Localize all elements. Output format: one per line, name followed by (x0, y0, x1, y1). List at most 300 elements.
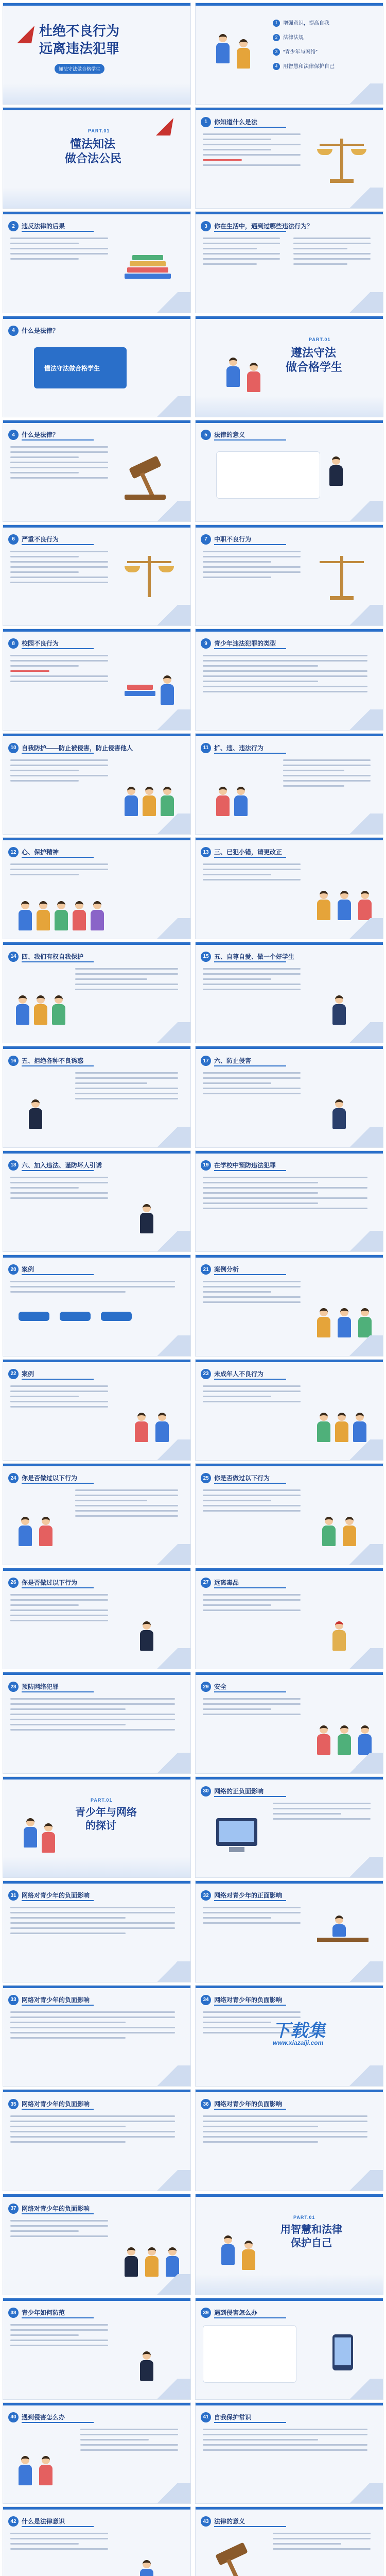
desk-illustration (312, 1907, 374, 1963)
corner-decoration (337, 1857, 383, 1877)
corner-decoration (337, 1335, 383, 1356)
title-underline (214, 753, 286, 754)
slide-number: 42 (8, 2516, 19, 2527)
text-block (10, 2011, 175, 2042)
top-bar (196, 212, 383, 214)
slide-37[interactable] (3, 2194, 191, 2296)
slide-title: 遇到侵害怎么办 (214, 2309, 258, 2316)
slide-3[interactable] (195, 211, 383, 313)
case-tag (60, 1312, 91, 1321)
slide-title: 五、自尊自爱、做一个好学生 (214, 953, 295, 960)
slide-title: 心、保护精神 (22, 849, 59, 856)
slide-21[interactable] (195, 1255, 383, 1357)
slide-16[interactable] (3, 1046, 191, 1148)
title-underline (214, 2526, 286, 2527)
text-block (203, 1072, 301, 1098)
slide-cover[interactable] (3, 3, 191, 105)
slide-title: 青少年违法犯罪的类型 (214, 640, 276, 647)
case-tag (19, 1312, 49, 1321)
judge-illustration (119, 1594, 181, 1651)
slide-title: 你是否做过以下行为 (214, 1475, 270, 1482)
slide-number: 11 (201, 743, 211, 753)
student-illustration (206, 759, 268, 816)
corner-decoration (144, 1335, 190, 1356)
corner-decoration (144, 1961, 190, 1982)
top-bar (196, 1046, 383, 1049)
text-block (203, 2115, 367, 2146)
corner-decoration (144, 2379, 190, 2399)
corner-decoration (337, 188, 383, 208)
books-illustration (119, 655, 181, 711)
slide-26[interactable] (3, 1568, 191, 1670)
top-bar (3, 1986, 190, 1988)
text-block (203, 551, 301, 582)
slide-title: 法律的意义 (214, 2518, 245, 2525)
title-underline (214, 1379, 286, 1380)
slide-number: 16 (8, 1056, 19, 1066)
section-title-2: 做合格学生 (286, 360, 343, 374)
slide-13[interactable] (195, 837, 383, 939)
slide-7[interactable] (195, 524, 383, 626)
slide-number: 40 (8, 2412, 19, 2422)
top-bar (3, 108, 190, 110)
slide-title: 你是否做过以下行为 (22, 1475, 78, 1482)
slide-title: 安全 (214, 1683, 227, 1690)
police-illustration (119, 2324, 181, 2381)
slide-title: 六、加入违法、谨防坏人引诱 (22, 1161, 102, 1169)
top-bar (3, 420, 190, 423)
corner-decoration (144, 1022, 190, 1043)
slide-number: 24 (8, 1473, 19, 1483)
corner-decoration (144, 1231, 190, 1251)
top-bar (196, 2194, 383, 2197)
slide-title: 你知道什么是法 (214, 118, 258, 126)
slide-s3[interactable] (3, 1776, 191, 1878)
family-illustration (312, 1281, 374, 1337)
cover-title-2: 远离违法犯罪 (39, 41, 120, 56)
slide-14[interactable] (3, 942, 191, 1044)
section-title-2: 保护自己 (291, 2237, 332, 2249)
slide-40[interactable] (3, 2402, 191, 2504)
part-label: PART.01 (293, 2214, 315, 2220)
slide-s2[interactable] (195, 316, 383, 418)
top-bar (3, 2298, 190, 2301)
text-block (75, 968, 178, 994)
text-block (10, 2324, 108, 2350)
slide-title: 青少年如何防范 (22, 2309, 65, 2316)
top-bar (196, 1568, 383, 1571)
cover-title-1: 杜绝不良行为 (39, 23, 120, 39)
corner-decoration (337, 1753, 383, 1773)
slide-18[interactable] (3, 1150, 191, 1252)
slide-19[interactable] (195, 1150, 383, 1252)
scale-illustration (312, 133, 374, 190)
slide-number: 5 (201, 430, 211, 440)
slide-s4[interactable] (195, 2194, 383, 2296)
top-bar (3, 942, 190, 945)
corner-decoration (337, 1544, 383, 1565)
slide-number: 43 (201, 2516, 211, 2527)
slide-28[interactable] (3, 1672, 191, 1774)
slide-34[interactable] (195, 1985, 383, 2087)
corner-decoration (337, 918, 383, 939)
corner-decoration (337, 605, 383, 625)
corner-decoration (144, 292, 190, 313)
corner-decoration (144, 709, 190, 730)
corner-decoration (337, 1961, 383, 1982)
text-block (10, 1177, 108, 1202)
slide-number: 34 (201, 1995, 211, 2005)
slide-number: 18 (8, 1160, 19, 1171)
slide-number: 7 (201, 534, 211, 545)
slide-15[interactable] (195, 942, 383, 1044)
corner-decoration (144, 1753, 190, 1773)
slide-31[interactable] (3, 1880, 191, 1982)
corner-decoration (337, 1127, 383, 1147)
title-underline (22, 231, 94, 232)
kids-illustration (312, 1698, 374, 1755)
text-block (203, 1489, 301, 1515)
text-block (283, 759, 371, 790)
corner-decoration (144, 2170, 190, 2191)
title-underline (214, 648, 286, 649)
section-title-1: 遵法守法 (291, 346, 337, 359)
slide-title: 你在生活中，遇到过哪些违法行为？ (214, 223, 313, 230)
corner-decoration (144, 605, 190, 625)
books-illustration (119, 238, 181, 294)
slide-41[interactable] (195, 2402, 383, 2504)
section-title-1: 懂法知法 (70, 137, 116, 150)
slide-35[interactable] (3, 2089, 191, 2191)
title-underline (214, 127, 286, 128)
slide-title: 你是否做过以下行为 (22, 1579, 78, 1586)
wave-decoration (3, 83, 190, 104)
top-bar (196, 3, 383, 6)
slide-title: 什么是法律？ (22, 327, 59, 334)
slide-number: 4 (8, 326, 19, 336)
officer-illustration (119, 1177, 181, 1233)
top-bar (196, 1672, 383, 1675)
class-illustration (312, 1385, 374, 1442)
slide-38[interactable] (3, 2298, 191, 2400)
slide-32[interactable] (195, 1880, 383, 1982)
slide-number: 33 (8, 1995, 19, 2005)
slide-title: 六、防止侵害 (214, 1057, 252, 1064)
watermark-brand: 下载集 (273, 2021, 325, 2041)
title-underline (214, 439, 286, 440)
students-illustration (13, 968, 70, 1025)
title-underline (22, 1691, 94, 1692)
toc-dot: 2 (273, 34, 280, 41)
section-title-2: 的探讨 (85, 1820, 116, 1832)
slide-number: 36 (201, 2099, 211, 2109)
cover-pill: 懂法守法做合格学生 (55, 64, 104, 74)
top-bar (3, 2507, 190, 2510)
top-bar (196, 629, 383, 632)
student-illustration (119, 2533, 181, 2576)
slide-title: 案例 (22, 1266, 34, 1273)
toc-item-4[interactable]: 4 用智慧和法律保护自己 (273, 62, 335, 70)
text-block (203, 1594, 301, 1615)
slide-number: 2 (8, 221, 19, 231)
top-bar (3, 2403, 190, 2405)
slide-number: 30 (201, 1786, 211, 1797)
slide-title: 案例 (22, 1370, 34, 1378)
title-underline (214, 2422, 286, 2423)
slide-number: 15 (201, 952, 211, 962)
slide-number: 10 (8, 743, 19, 753)
slide-title: 什么是法律意识 (22, 2518, 65, 2525)
title-underline (22, 2005, 94, 2006)
slide-title: 五、拒绝各种不良诱惑 (22, 1057, 84, 1064)
top-bar (3, 2090, 190, 2092)
top-bar (3, 734, 190, 736)
title-underline (214, 1483, 286, 1484)
case-tag (101, 1312, 132, 1321)
slide-24[interactable] (3, 1463, 191, 1565)
title-underline (22, 2526, 94, 2527)
title-underline (22, 1379, 94, 1380)
slide-number: 23 (201, 1369, 211, 1379)
slide-number: 17 (201, 1056, 211, 1066)
text-block (273, 1803, 371, 1823)
slide-number: 14 (8, 952, 19, 962)
student-illustration (119, 1385, 181, 1442)
slide-12[interactable] (3, 837, 191, 939)
slide-11[interactable] (195, 733, 383, 835)
top-bar (196, 1881, 383, 1884)
top-bar (196, 420, 383, 423)
toc-dot: 4 (273, 63, 280, 70)
title-underline (22, 544, 94, 545)
slide-8[interactable] (3, 629, 191, 731)
title-underline (214, 1796, 286, 1797)
slide-number: 28 (8, 1682, 19, 1692)
text-block-right (293, 238, 371, 268)
text-block (10, 655, 108, 686)
slide-23[interactable] (195, 1359, 383, 1461)
slide-title: 预防网络犯罪 (22, 1683, 59, 1690)
slide-title: 网络对青少年的正面影响 (214, 1892, 283, 1899)
officer-illustration (312, 1072, 374, 1129)
slide-number: 4 (8, 430, 19, 440)
top-bar (3, 1360, 190, 1362)
corner-decoration (144, 814, 190, 834)
slide-30[interactable] (195, 1776, 383, 1878)
wave-decoration (3, 1857, 190, 1877)
corner-decoration (337, 709, 383, 730)
text-block (10, 1698, 175, 1734)
title-underline (22, 2213, 94, 2214)
title-underline (22, 857, 94, 858)
slide-25[interactable] (195, 1463, 383, 1565)
toc-item-3[interactable]: 3 “青少年与网络” (273, 47, 318, 56)
title-underline (22, 648, 94, 649)
top-bar (3, 1255, 190, 1258)
wave-decoration (3, 188, 190, 208)
corner-decoration (144, 1127, 190, 1147)
slide-number: 39 (201, 2308, 211, 2318)
title-underline (214, 857, 286, 858)
playground-illustration (312, 1489, 374, 1546)
corner-decoration (144, 2274, 190, 2295)
top-bar (3, 629, 190, 632)
text-block (203, 1907, 301, 1927)
title-underline (214, 2005, 286, 2006)
corner-decoration (337, 83, 383, 104)
text-block (203, 863, 301, 884)
slide-title: 严重不良行为 (22, 535, 59, 543)
title-underline (214, 1170, 286, 1171)
toc-item-1[interactable]: 1 增强意识，提高自我 (273, 19, 329, 27)
slide-36[interactable] (195, 2089, 383, 2191)
top-bar (196, 1464, 383, 1466)
top-bar (3, 1568, 190, 1571)
slide-33[interactable] (3, 1985, 191, 2087)
slide-2[interactable] (3, 211, 191, 313)
title-underline (214, 1274, 286, 1275)
text-block (10, 2115, 175, 2146)
title-underline (214, 2109, 286, 2110)
scale-illustration (119, 551, 181, 607)
top-bar (196, 2403, 383, 2405)
slide-title: 未成年人不良行为 (214, 1370, 264, 1378)
top-bar (196, 525, 383, 528)
wave-decoration (196, 2274, 383, 2295)
text-block (203, 1385, 301, 1406)
slide-title: 违反法律的后果 (22, 223, 65, 230)
law-card (216, 451, 320, 499)
corner-decoration (337, 2065, 383, 2086)
corner-decoration (337, 1439, 383, 1460)
quote-text: 懂法守法做合格学生 (44, 364, 100, 372)
title-underline (22, 753, 94, 754)
slide-title: 远离毒品 (214, 1579, 239, 1586)
slide-number: 19 (201, 1160, 211, 1171)
top-bar (3, 525, 190, 528)
slide-1[interactable] (195, 107, 383, 209)
top-bar (3, 838, 190, 840)
gavel-illustration (206, 2533, 268, 2576)
title-underline (22, 961, 94, 962)
wave-decoration (196, 396, 383, 417)
text-block (10, 446, 108, 482)
slide-number: 37 (8, 2204, 19, 2214)
top-bar (3, 1881, 190, 1884)
slide-title: 遇到侵害怎么办 (22, 2413, 65, 2421)
gavel-illustration (119, 446, 181, 503)
slide-title: 自我保护常识 (214, 2413, 252, 2421)
character-illustration (312, 1594, 374, 1651)
flag-icon (17, 26, 34, 43)
slide-number: 13 (201, 847, 211, 857)
text-block (10, 1385, 108, 1411)
slide-number: 27 (201, 1578, 211, 1588)
corner-decoration (144, 1439, 190, 1460)
slide-27[interactable] (195, 1568, 383, 1670)
slide-grid (3, 3, 383, 2576)
corner-decoration (337, 814, 383, 834)
title-underline (214, 1900, 286, 1901)
top-bar (3, 3, 190, 6)
top-bar (196, 1255, 383, 1258)
slide-20[interactable] (3, 1255, 191, 1357)
slide-title: 网络对青少年的负面影响 (22, 2100, 90, 2108)
slide-10[interactable] (3, 733, 191, 835)
scale-illustration (312, 551, 374, 607)
top-bar (3, 2194, 190, 2197)
slide-43[interactable] (195, 2506, 383, 2576)
title-underline (22, 439, 94, 440)
top-bar (196, 838, 383, 840)
slide-22[interactable] (3, 1359, 191, 1461)
slide-number: 25 (201, 1473, 211, 1483)
slide-title: 什么是法律？ (22, 431, 59, 438)
text-block (10, 1907, 175, 1938)
slide-number: 29 (201, 1682, 211, 1692)
slide-title: 自我防护——防止被侵害，防止侵害他人 (22, 744, 133, 752)
slide-9[interactable] (195, 629, 383, 731)
slide-42[interactable] (3, 2506, 191, 2576)
slide-title: 网络对青少年的负面影响 (22, 2205, 90, 2212)
title-underline (22, 1274, 94, 1275)
slide-title: 法律的意义 (214, 431, 245, 438)
slide-6[interactable] (3, 524, 191, 626)
flag-icon (156, 118, 173, 135)
text-block (10, 1594, 108, 1625)
slide-title: 网络对青少年的负面影响 (22, 1996, 90, 2004)
top-bar (3, 1046, 190, 1049)
title-underline (22, 1170, 94, 1171)
text-block (10, 2220, 108, 2241)
text-block (10, 238, 108, 263)
slide-17[interactable] (195, 1046, 383, 1148)
students-illustration (13, 2429, 75, 2485)
slide-number: 3 (201, 221, 211, 231)
slide-number: 6 (8, 534, 19, 545)
corner-decoration (337, 1022, 383, 1043)
slide-title: 中职不良行为 (214, 535, 252, 543)
text-block (203, 968, 301, 994)
slide-s1[interactable] (3, 107, 191, 209)
corner-decoration (337, 292, 383, 313)
slide-39[interactable] (195, 2298, 383, 2400)
slide-toc[interactable] (195, 3, 383, 105)
student-illustration (216, 34, 230, 104)
title-underline (22, 2317, 94, 2318)
slide-number: 22 (8, 1369, 19, 1379)
toc-item-2[interactable]: 2 法律法规 (273, 33, 304, 41)
slide-number: 9 (201, 638, 211, 649)
text-block (203, 133, 301, 170)
slide-number: 1 (201, 117, 211, 127)
title-underline (22, 1483, 94, 1484)
slide-29[interactable] (195, 1672, 383, 1774)
people-illustration (312, 863, 374, 920)
corner-decoration (144, 1544, 190, 1565)
title-underline (214, 1587, 286, 1588)
text-block (10, 1281, 175, 1296)
slide-quote[interactable] (3, 316, 191, 418)
slide-4[interactable] (3, 420, 191, 522)
slide-title: 扩、违、违法行为 (214, 744, 264, 752)
top-bar (196, 2507, 383, 2510)
slide-number: 26 (8, 1578, 19, 1588)
top-bar (196, 1151, 383, 1154)
corner-decoration (337, 2483, 383, 2503)
slide-5[interactable] (195, 420, 383, 522)
top-bar (196, 1777, 383, 1780)
